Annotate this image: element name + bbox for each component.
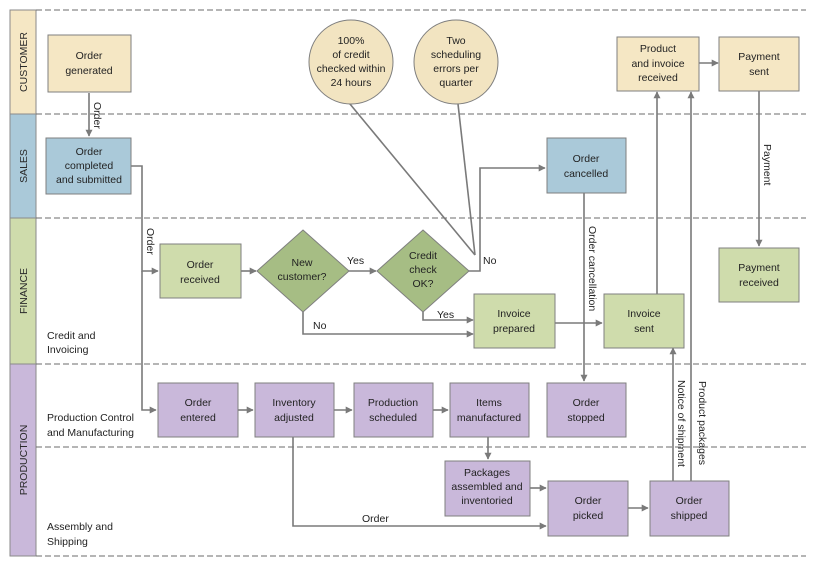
svg-text:100%: 100% xyxy=(337,35,365,47)
node-invoice-prepared xyxy=(474,294,555,348)
callout-credit-metric xyxy=(309,20,393,104)
svg-text:prepared: prepared xyxy=(492,323,536,335)
svg-text:Invoice: Invoice xyxy=(627,308,661,320)
svg-text:and invoice: and invoice xyxy=(631,58,685,70)
svg-text:Order: Order xyxy=(184,397,212,409)
edge-label-no-newcustomer: No xyxy=(313,320,327,332)
svg-text:Order: Order xyxy=(572,397,600,409)
sublane-label-assembly: Assembly and xyxy=(47,521,113,533)
svg-text:customer?: customer? xyxy=(277,271,327,283)
sublane-label-production-control: Production Control xyxy=(47,412,134,424)
lane-title-finance: FINANCE xyxy=(18,267,30,315)
edge-label-yes-credit: Yes xyxy=(437,309,455,321)
svg-text:inventoried: inventoried xyxy=(461,495,513,507)
edge-label-order-sales: Order xyxy=(144,228,156,255)
svg-text:received: received xyxy=(180,274,220,286)
lane-title-production: PRODUCTION xyxy=(18,424,30,496)
svg-text:generated: generated xyxy=(65,65,113,77)
svg-text:sent: sent xyxy=(634,323,654,335)
svg-text:Invoice: Invoice xyxy=(497,308,531,320)
edge-completed-to-received xyxy=(131,166,158,271)
node-invoice-sent xyxy=(604,294,684,348)
svg-text:Two: Two xyxy=(446,35,466,47)
svg-text:stopped: stopped xyxy=(567,412,605,424)
svg-text:Inventory: Inventory xyxy=(272,397,316,409)
node-order-stopped xyxy=(547,383,626,437)
svg-text:OK?: OK? xyxy=(412,278,434,290)
svg-text:Order: Order xyxy=(186,259,214,271)
lane-title-sales: SALES xyxy=(18,149,30,183)
node-order-received xyxy=(160,244,241,298)
svg-text:assembled and: assembled and xyxy=(451,481,523,493)
callout-line-credit xyxy=(345,98,475,255)
node-order-cancelled xyxy=(547,138,626,193)
svg-text:quarter: quarter xyxy=(439,77,473,89)
svg-text:Items: Items xyxy=(476,397,502,409)
svg-text:scheduled: scheduled xyxy=(369,412,417,424)
svg-text:Payment: Payment xyxy=(738,262,780,274)
node-payment-sent xyxy=(719,37,799,91)
svg-text:errors per: errors per xyxy=(433,63,479,75)
svg-text:received: received xyxy=(638,72,678,84)
svg-text:adjusted: adjusted xyxy=(274,412,314,424)
edge-label-product-packages: Product packages xyxy=(696,381,708,466)
svg-text:Order: Order xyxy=(574,495,602,507)
svg-text:check: check xyxy=(409,264,437,276)
sublane-label-invoicing: Invoicing xyxy=(47,344,89,356)
svg-text:Credit: Credit xyxy=(408,250,438,262)
svg-text:of credit: of credit xyxy=(332,49,370,61)
svg-text:received: received xyxy=(739,277,779,289)
sublane-label-shipping: Shipping xyxy=(47,536,88,548)
edge-label-yes-newcustomer: Yes xyxy=(347,255,365,267)
svg-text:Production: Production xyxy=(367,397,419,409)
node-items-manufactured xyxy=(450,383,529,437)
svg-text:24 hours: 24 hours xyxy=(330,77,372,89)
sublane-label-credit: Credit and xyxy=(47,330,96,342)
edge-label-notice-of-shipment: Notice of shipment xyxy=(675,380,687,467)
edge-label-order-cancellation: Order cancellation xyxy=(586,226,598,312)
node-order-generated xyxy=(48,35,131,92)
svg-text:Payment: Payment xyxy=(738,51,780,63)
svg-text:Order: Order xyxy=(75,146,103,158)
edge-label-order-inventory: Order xyxy=(362,513,389,525)
svg-text:scheduling: scheduling xyxy=(430,49,482,61)
svg-text:sent: sent xyxy=(749,66,769,78)
node-product-invoice-received xyxy=(617,37,699,91)
svg-text:Order: Order xyxy=(572,153,600,165)
node-order-entered xyxy=(158,383,238,437)
svg-text:cancelled: cancelled xyxy=(563,168,609,180)
svg-text:Product: Product xyxy=(639,43,677,55)
svg-text:picked: picked xyxy=(572,510,604,522)
svg-text:Packages: Packages xyxy=(463,467,511,479)
node-order-picked xyxy=(548,481,628,536)
node-payment-received xyxy=(719,248,799,302)
callout-scheduling-metric xyxy=(414,20,498,104)
svg-text:and submitted: and submitted xyxy=(56,174,122,186)
svg-text:manufactured: manufactured xyxy=(456,412,522,424)
svg-text:completed: completed xyxy=(64,160,114,172)
callout-line-scheduling xyxy=(458,104,475,255)
svg-text:Order: Order xyxy=(75,50,103,62)
edge-completed-to-entered xyxy=(142,271,156,410)
sublane-label-manufacturing: and Manufacturing xyxy=(47,427,134,439)
node-production-scheduled xyxy=(354,383,433,437)
svg-text:shipped: shipped xyxy=(670,510,708,522)
node-order-completed xyxy=(46,138,131,194)
edge-credit-no-to-cancelled xyxy=(469,168,545,271)
node-credit-check-decision xyxy=(377,230,469,312)
svg-text:checked within: checked within xyxy=(316,63,386,75)
lane-title-customer: CUSTOMER xyxy=(18,32,30,92)
node-inventory-adjusted xyxy=(255,383,334,437)
node-order-shipped xyxy=(650,481,729,536)
node-new-customer-decision xyxy=(257,230,349,312)
edge-label-no-credit: No xyxy=(483,255,497,267)
edge-label-payment: Payment xyxy=(761,144,773,186)
node-packages-assembled xyxy=(445,461,530,516)
svg-text:Order: Order xyxy=(675,495,703,507)
svg-text:entered: entered xyxy=(180,412,216,424)
svg-text:New: New xyxy=(291,257,313,269)
edge-label-order-customer: Order xyxy=(91,102,103,129)
